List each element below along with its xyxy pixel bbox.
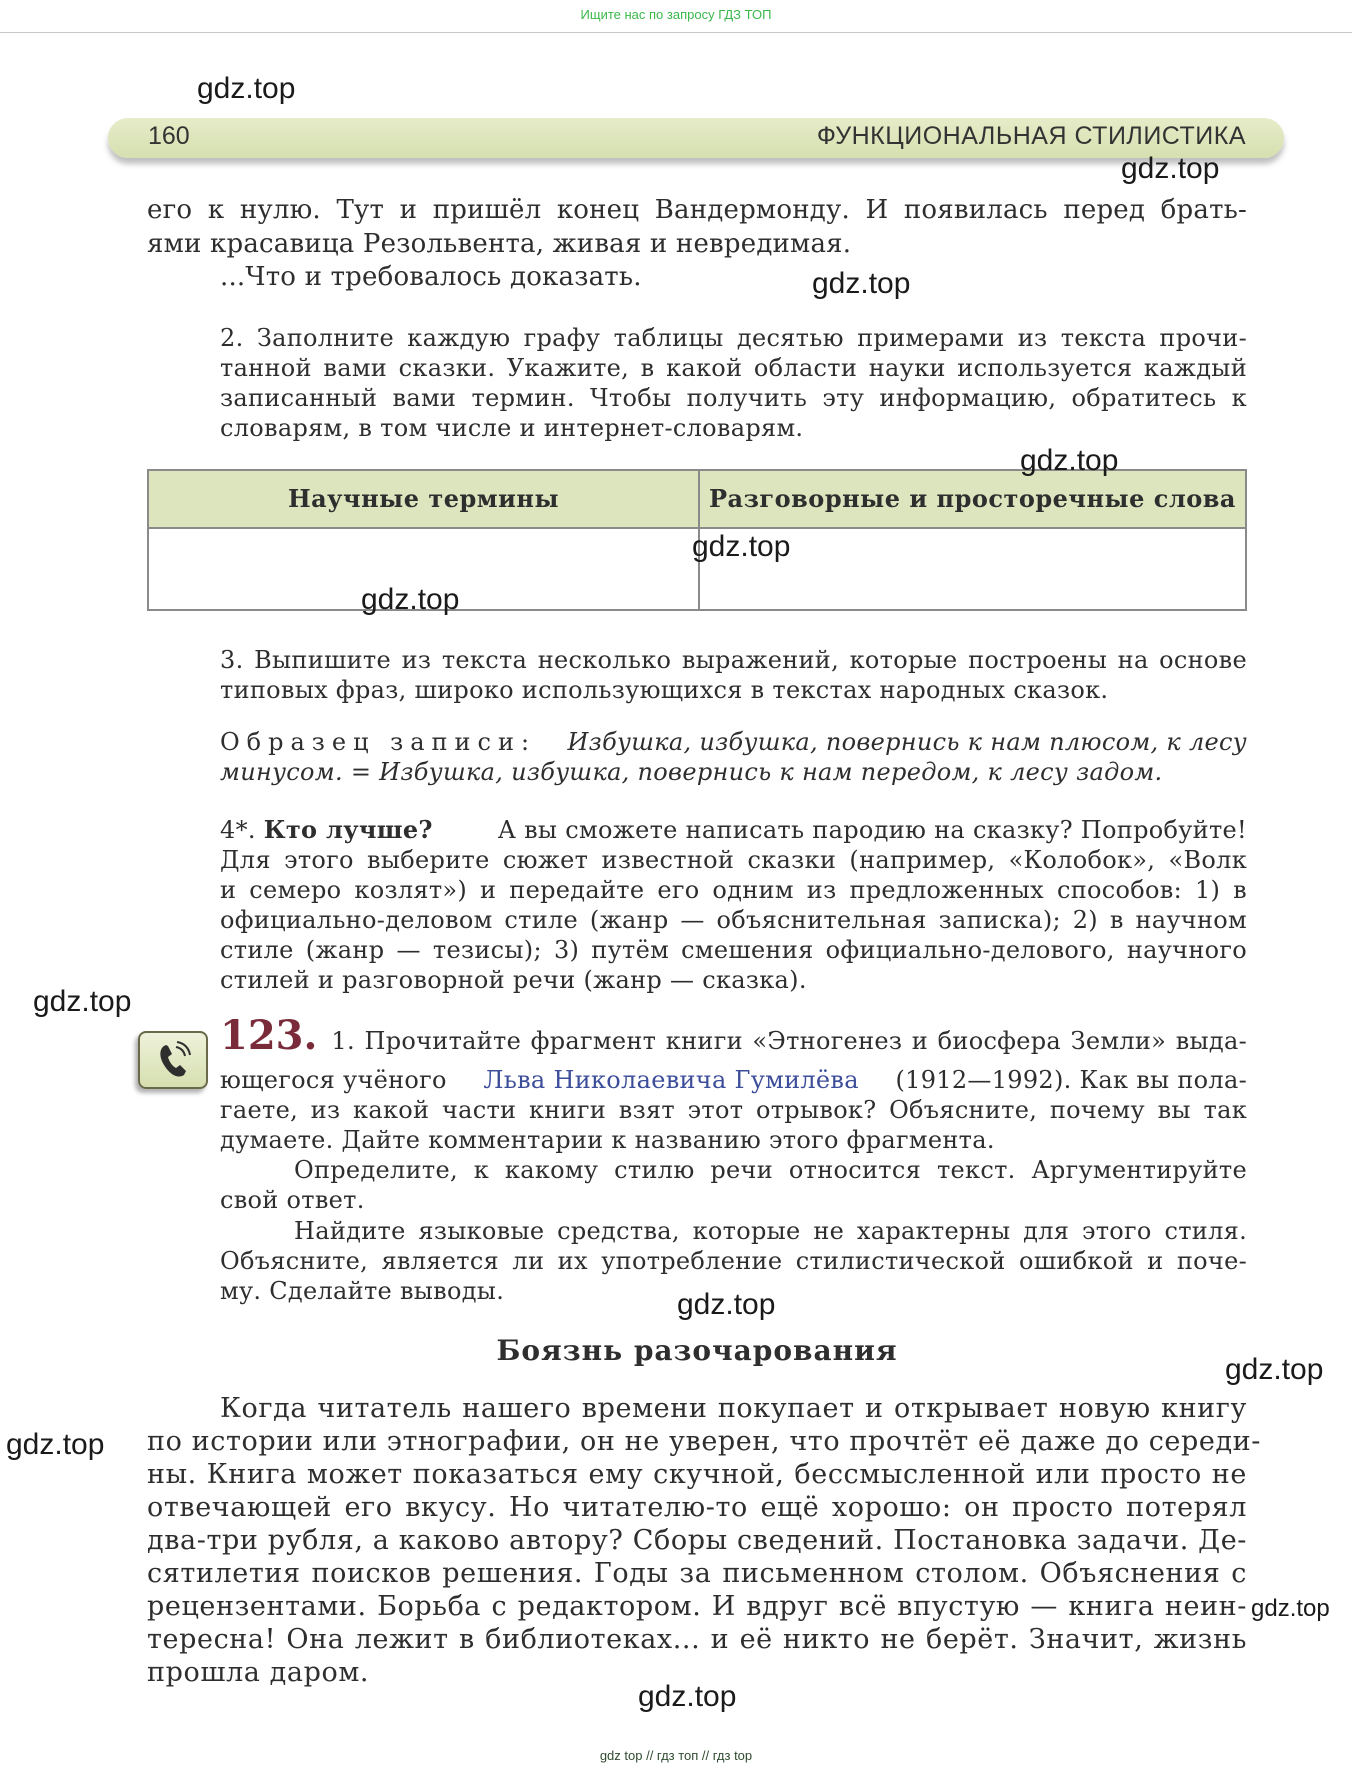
- intro-line: его к нулю. Тут и пришёл конец Вандермонду. И появилась перед брать-: [147, 195, 1247, 225]
- watermark: gdz.top: [1121, 152, 1220, 185]
- top-banner: Ищите нас по запросу ГДЗ ТОП: [580, 7, 772, 22]
- task4-line: стилей и разговорной речи (жанр — сказка).: [220, 966, 807, 994]
- sample-line-1: [220, 727, 1247, 757]
- intro-line: ями красавица Резольвента, живая и невредимая.: [147, 229, 852, 259]
- author-link[interactable]: Льва Николаевича Гумилёва: [483, 1066, 859, 1094]
- top-divider: [0, 32, 1352, 33]
- exercise-line: думаете. Дайте комментарии к названию этого фрагмента.: [220, 1126, 995, 1154]
- watermark: gdz.top: [692, 530, 791, 563]
- task4-title: Кто лучше?: [263, 815, 433, 844]
- table-header-row: [149, 471, 1245, 529]
- exercise-para2-line: Определите, к какому стилю речи относится текст. Аргументируйте: [294, 1156, 1247, 1184]
- exercise-line2-post: (1912—1992). Как вы пола-: [895, 1066, 1247, 1094]
- task2-line: 2. Заполните каждую графу таблицы десятью примерами из текста прочи-: [220, 324, 1247, 352]
- sample-line-2: минусом. = Избушка, избушка, повернись к нам передом, к лесу задом.: [220, 758, 1163, 786]
- watermark: gdz.top: [677, 1288, 776, 1321]
- task4-line: и семеро козлят») и передайте его одним из предложенных способов: 1) в: [220, 876, 1247, 904]
- exercise-para3-line: му. Сделайте выводы.: [220, 1277, 505, 1305]
- sample-text: Избушка, избушка, повернись к нам плюсом, к лесу: [567, 728, 1247, 756]
- audio-exercise-badge: [138, 1031, 208, 1089]
- task3-line: типовых фраз, широко использующихся в текстах народных сказок.: [220, 676, 1109, 704]
- watermark: gdz.top: [1251, 1595, 1330, 1622]
- passage-line: по истории или этнографии, он не уверен, что прочтёт её даже до середи-: [147, 1426, 1262, 1457]
- page-number: 160: [148, 122, 190, 150]
- passage-line: сятилетия поисков решения. Годы за письменном столом. Объяснения с: [147, 1558, 1247, 1589]
- task4-line: стиле (жанр — тезисы); 3) путём смешения официально-делового, научного: [220, 936, 1247, 964]
- exercise-line: 1. Прочитайте фрагмент книги «Этногенез и биосфера Земли» выда-: [331, 1027, 1247, 1055]
- passage-line: рецензентами. Борьба с редактором. И вдруг всё впустую — книга неин-: [147, 1591, 1247, 1622]
- task4-first-rest: А вы сможете написать пародию на сказку? Попробуйте!: [497, 816, 1247, 844]
- watermark: gdz.top: [6, 1428, 105, 1461]
- task4-line: Для этого выберите сюжет известной сказки (например, «Колобок», «Волк: [220, 846, 1247, 874]
- section-title: ФУНКЦИОНАЛЬНАЯ СТИЛИСТИКА: [816, 122, 1246, 150]
- task2-line: танной вами сказки. Укажите, в какой области науки используется каждый: [220, 354, 1247, 382]
- sample-label: Образец записи:: [220, 728, 537, 756]
- watermark: gdz.top: [33, 985, 132, 1018]
- passage-line: тересна! Она лежит в библиотеках... и её никто не берёт. Значит, жизнь: [147, 1624, 1247, 1655]
- exercise-para2-line: свой ответ.: [220, 1186, 365, 1214]
- task3-line: 3. Выпишите из текста несколько выражений, которые построены на основе: [220, 646, 1247, 674]
- task4-first-line: [220, 815, 1247, 845]
- exercise-para3-line: Объясните, является ли их употребление стилистической ошибкой и поче-: [220, 1247, 1247, 1275]
- exercise-para3-line: Найдите языковые средства, которые не характерны для этого стиля.: [294, 1217, 1247, 1245]
- table-header-scientific: Научные термины: [287, 484, 560, 513]
- passage-title: Боязнь разочарования: [496, 1334, 898, 1367]
- watermark: gdz.top: [638, 1680, 737, 1713]
- passage-line: прошла даром.: [147, 1657, 370, 1688]
- watermark: gdz.top: [812, 267, 911, 300]
- watermark: gdz.top: [1020, 444, 1119, 477]
- exercise-line-2: [220, 1065, 1247, 1095]
- task4-number: 4*.: [220, 816, 256, 844]
- passage-line: отвечающей его вкусу. Но читателю-то ещё хорошо: он просто потерял: [147, 1492, 1247, 1523]
- task2-line: записанный вами термин. Чтобы получить эту информацию, обратитесь к: [220, 384, 1247, 412]
- phone-icon: [140, 1033, 206, 1087]
- passage-line: ны. Книга может показаться ему скучной, бессмысленной или просто не: [147, 1459, 1247, 1490]
- passage-line: Когда читатель нашего времени покупает и открывает новую книгу: [220, 1393, 1247, 1424]
- task2-line: словарям, в том числе и интернет-словарям.: [220, 414, 804, 442]
- table-header-colloquial: Разговорные и просторечные слова: [709, 484, 1236, 513]
- passage-line: два-три рубля, а каково автору? Сборы сведений. Постановка задачи. Де-: [147, 1525, 1247, 1556]
- watermark: gdz.top: [361, 583, 460, 616]
- exercise-number: 123.: [220, 1012, 318, 1059]
- watermark: gdz.top: [197, 72, 296, 105]
- exercise-line2-pre: ющегося учёного: [220, 1066, 447, 1094]
- intro-end-line: ...Что и требовалось доказать.: [220, 262, 642, 292]
- task4-line: официально-деловом стиле (жанр — объяснительная записка); 2) в научном: [220, 906, 1247, 934]
- exercise-line: гаете, из какой части книги взят этот отрывок? Объясните, почему вы так: [220, 1096, 1247, 1124]
- footer-links: gdz top // гдз топ // гдз top: [599, 1748, 753, 1763]
- exercise-first-line: [220, 1012, 1247, 1059]
- watermark: gdz.top: [1225, 1353, 1324, 1386]
